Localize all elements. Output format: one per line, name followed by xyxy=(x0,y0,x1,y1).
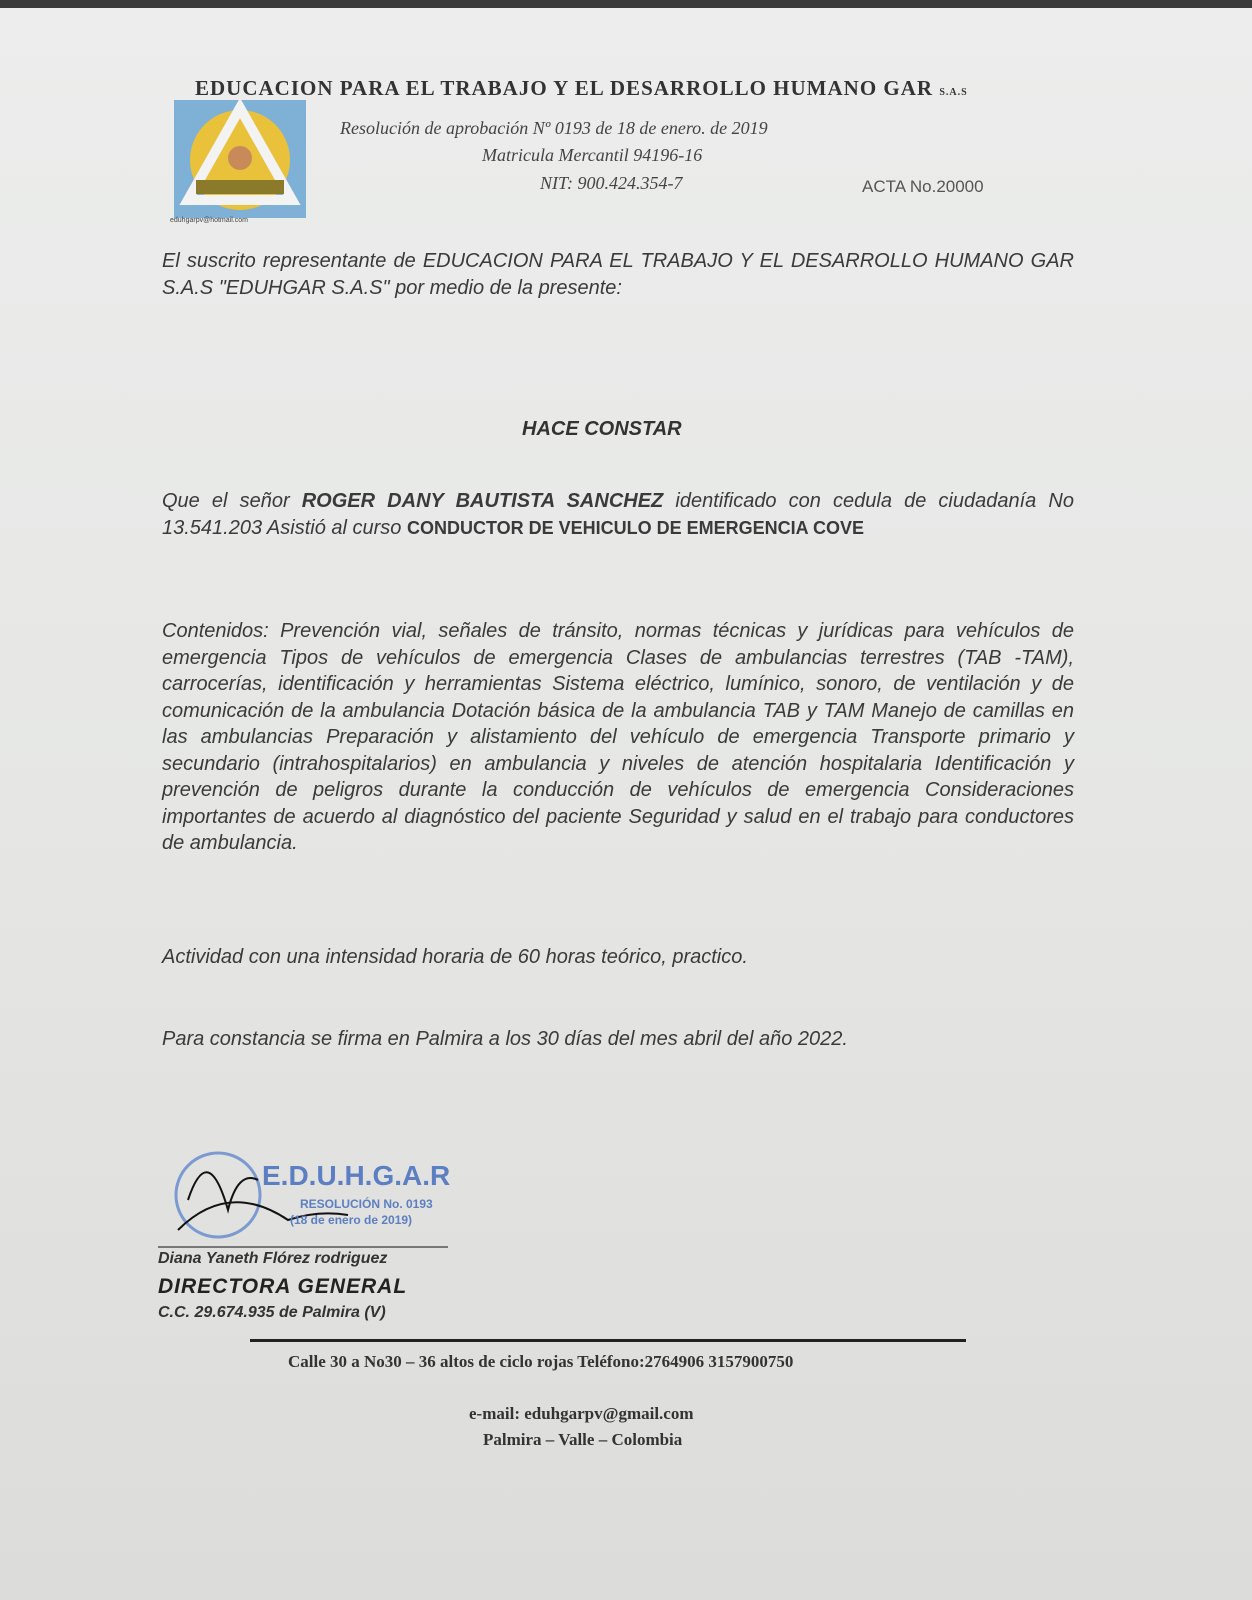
institution-title xyxy=(195,76,968,101)
signer-id: C.C. 29.674.935 de Palmira (V) xyxy=(158,1304,386,1321)
stamp-title: E.D.U.H.G.A.R xyxy=(262,1160,451,1191)
logo-email: eduhgarpv@hotmail.com xyxy=(170,217,248,224)
intro-paragraph: El suscrito representante de EDUCACION PARA EL TRABAJO Y EL DESARROLLO HUMANO GAR S.A.S "EDUHGAR S.A.S" por medio de la presente: xyxy=(162,250,1074,299)
resolution-line: Resolución de aprobación Nº 0193 de 18 de enero. de 2019 xyxy=(340,118,768,138)
course-name: CONDUCTOR DE VEHICULO DE EMERGENCIA COVE xyxy=(406,517,865,538)
signer-role: DIRECTORA GENERAL xyxy=(158,1275,408,1298)
footer-email: e-mail: eduhgarpv@gmail.com xyxy=(469,1404,694,1423)
contents-paragraph: Contenidos: Prevención vial, señales de tránsito, normas técnicas y jurídicas para vehículos de emergencia Tipos de vehículos de emergencia Clases de ambulancias terrestres (TAB -TAM), carrocerías, identificación y herramientas Sistema eléctrico, lumínico, sonoro, de ventilación y de comunicación de la ambulancia Dotación básica de la ambulancia TAB y TAM Manejo de camillas en las ambulancias Preparación y alistamiento del vehículo de emergencia Transporte primario y secundario (intrahospitalarios) en ambulancia y niveles de atención hospitalaria Identificación y prevención de peligros durante la conducción de vehículos de emergencia Consideraciones importantes de acuerdo al diagnóstico del paciente Seguridad y salud en el trabajo para conductores de ambulancia. xyxy=(162,620,1074,854)
acta-number: ACTA No.20000 xyxy=(862,177,984,196)
person-name: ROGER DANY BAUTISTA SANCHEZ xyxy=(301,490,664,512)
registration-line: Matricula Mercantil 94196-16 xyxy=(482,145,703,165)
nit-line: NIT: 900.424.354-7 xyxy=(540,173,683,193)
footer-divider xyxy=(250,1339,966,1342)
institution-name: EDUCACION PARA EL TRABAJO Y EL DESARROLLO HUMANO GAR xyxy=(195,76,934,100)
cert-prefix: Que el señor xyxy=(162,490,302,512)
signer-name: Diana Yaneth Flórez rodriguez xyxy=(158,1250,388,1267)
stamp-resolution: RESOLUCIÓN No. 0193 xyxy=(300,1197,433,1211)
signature-line xyxy=(158,1246,448,1248)
logo-emblem-icon xyxy=(174,100,306,218)
certification-paragraph xyxy=(162,488,1074,541)
signed-line: Para constancia se firma en Palmira a los 30 días del mes abril del año 2022. xyxy=(162,1028,848,1050)
institution-logo xyxy=(174,100,306,218)
footer-location: Palmira – Valle – Colombia xyxy=(483,1430,683,1449)
institution-suffix: S.A.S xyxy=(939,87,968,98)
stamp-date: (18 de enero de 2019) xyxy=(290,1213,413,1227)
hours-line: Actividad con una intensidad horaria de 60 horas teórico, practico. xyxy=(162,946,748,968)
footer-address: Calle 30 a No30 – 36 altos de ciclo rojas Teléfono:2764906 3157900750 xyxy=(288,1352,794,1371)
cert-middle: identificado con cedula de ciudadanía No 13.541.203 Asistió al curso xyxy=(162,490,1074,539)
document-heading: HACE CONSTAR xyxy=(522,418,682,440)
